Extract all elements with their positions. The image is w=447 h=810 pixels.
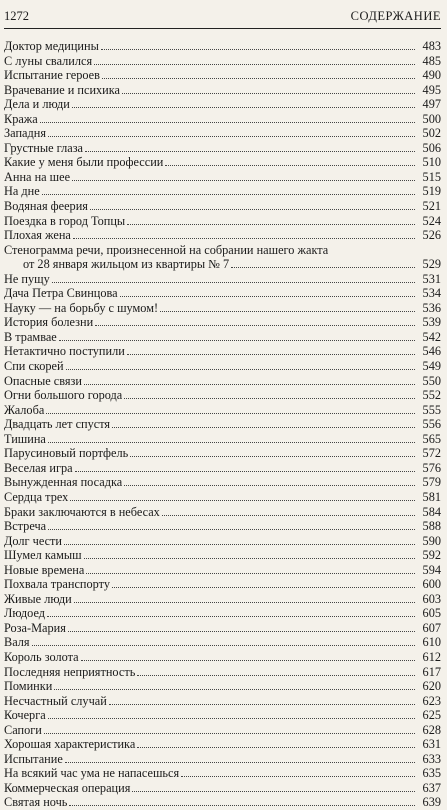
- leader-dots: [48, 136, 415, 137]
- toc-entry: [4, 592, 441, 607]
- toc-entry: [4, 417, 441, 432]
- toc-entry-page: 635: [422, 766, 441, 781]
- toc-entry: [4, 286, 441, 301]
- toc-entry-title: На дне: [4, 184, 40, 199]
- leader-dots: [90, 209, 415, 210]
- toc-entry-title: Парусиновый портфель: [4, 446, 129, 461]
- leader-dots: [165, 165, 415, 166]
- toc-entry: [4, 505, 441, 520]
- leader-dots: [74, 602, 415, 603]
- toc-entry-title: Роза-Мария: [4, 620, 66, 635]
- leader-dots: [32, 645, 415, 646]
- leader-dots: [127, 224, 415, 225]
- toc-entry-page: 588: [422, 519, 441, 534]
- toc-entry-title: Жалоба: [4, 402, 45, 417]
- toc-entry: [4, 374, 441, 389]
- toc-entry-title: На всякий час ума не напасешься: [4, 766, 180, 781]
- toc-entry-title: Двадцать лет спустя: [4, 417, 111, 432]
- toc-entry-title: Нетактично поступили: [4, 344, 125, 359]
- toc-entry: [4, 752, 441, 767]
- toc-group-2: [4, 272, 441, 810]
- leader-dots: [84, 558, 415, 559]
- toc-entry-page: 600: [422, 577, 441, 592]
- leader-dots: [124, 485, 415, 486]
- toc-entry-title: В трамвае: [4, 329, 57, 344]
- leader-dots: [130, 456, 415, 457]
- toc-entry-title: Хорошая характеристика: [4, 737, 136, 752]
- toc-entry-page: 617: [422, 664, 441, 679]
- toc-entry-page: 581: [422, 489, 441, 504]
- leader-dots: [102, 78, 415, 79]
- toc-entry-title: Людоед: [4, 606, 46, 621]
- toc-entry-page: 579: [422, 475, 441, 490]
- toc-entry-title: Веселая игра: [4, 460, 73, 475]
- toc-entry-page: 515: [422, 169, 441, 184]
- toc-entry: [4, 68, 441, 83]
- toc-entry: [4, 461, 441, 476]
- leader-dots: [46, 413, 415, 414]
- toc-entry-title: Коммерческая операция: [4, 780, 131, 795]
- toc-entry-title: Испытание: [4, 751, 63, 766]
- toc-entry: [4, 490, 441, 505]
- toc-entry-page: 510: [422, 155, 441, 170]
- toc-entry-page: 603: [422, 591, 441, 606]
- toc-entry: [4, 606, 441, 621]
- toc-entry: [4, 432, 441, 447]
- toc-entry-title: Сапоги: [4, 722, 42, 737]
- toc-entry-page: 605: [422, 606, 441, 621]
- leader-dots: [40, 122, 415, 123]
- leader-dots: [112, 427, 415, 428]
- leader-dots: [120, 296, 415, 297]
- toc-entry-page: 555: [422, 402, 441, 417]
- toc-entry: [4, 621, 441, 636]
- leader-dots: [94, 64, 415, 65]
- toc-entry-page: 556: [422, 417, 441, 432]
- leader-dots: [127, 354, 415, 355]
- toc-entry-title: Вынужденная посадка: [4, 475, 123, 490]
- leader-dots: [54, 689, 415, 690]
- toc-entry-title: Дача Петра Свинцова: [4, 286, 118, 301]
- toc-entry-page: 612: [422, 649, 441, 664]
- toc-entry-title: Король золота: [4, 649, 79, 664]
- toc-entry-title: Науку — на борьбу с шумом!: [4, 300, 159, 315]
- toc-entry-title: Спи скорей: [4, 359, 64, 374]
- toc-entry-page: 490: [422, 68, 441, 83]
- toc-entry: [4, 141, 441, 156]
- leader-dots: [69, 805, 415, 806]
- toc-entry: [4, 723, 441, 738]
- toc-entry: [4, 228, 441, 243]
- toc-entry-title: Поминки: [4, 679, 53, 694]
- toc-entry-page: 633: [422, 751, 441, 766]
- toc-entry-title: Кочерга: [4, 708, 46, 723]
- toc-entry: [4, 39, 441, 54]
- leader-dots: [137, 747, 415, 748]
- toc-entry: [4, 665, 441, 680]
- toc-entry-title: Новые времена: [4, 562, 85, 577]
- toc-entry-title: Шумел камыш: [4, 548, 82, 563]
- toc-entry-title: История болезни: [4, 315, 94, 330]
- toc-entry: [4, 184, 441, 199]
- toc-entry-page: 495: [422, 82, 441, 97]
- leader-dots: [231, 267, 415, 268]
- toc-entry-title: Огни большого города: [4, 388, 123, 403]
- toc-entry-page: 552: [422, 388, 441, 403]
- toc-entry-title: Долг чести: [4, 533, 62, 548]
- leader-dots: [122, 93, 415, 94]
- toc-entry-title: Опасные связи: [4, 373, 82, 388]
- toc-entry-page: 625: [422, 708, 441, 723]
- toc-entry: [4, 301, 441, 316]
- leader-dots: [52, 282, 415, 283]
- leader-dots: [73, 238, 415, 239]
- leader-dots: [86, 573, 415, 574]
- toc-entry-page: 584: [422, 504, 441, 519]
- toc-entry: [4, 548, 441, 563]
- toc-entry-title: Анна на шее: [4, 169, 71, 184]
- toc-entry: [4, 679, 441, 694]
- toc-entry-title: Тишина: [4, 431, 46, 446]
- toc-entry-title: Похвала транспорту: [4, 577, 110, 592]
- toc-entry-title: Не пущу: [4, 271, 50, 286]
- toc-entry-page: 542: [422, 329, 441, 344]
- toc-entry-title: Кража: [4, 111, 38, 126]
- toc-entry: [4, 737, 441, 752]
- toc-entry-long: [4, 243, 441, 258]
- toc-entry-title: Плохая жена: [4, 228, 71, 243]
- toc-entry: [4, 83, 441, 98]
- toc-entry-title-line1: Стенограмма речи, произнесенной на собрании нашего жакта: [4, 242, 329, 257]
- toc-entry: [4, 214, 441, 229]
- toc-entry-page: 526: [422, 228, 441, 243]
- page-number: 1272: [4, 9, 29, 23]
- toc-entry-title: Доктор медицины: [4, 39, 99, 53]
- leader-dots: [68, 631, 415, 632]
- toc-entry: [4, 650, 441, 665]
- toc-entry: [4, 795, 441, 810]
- toc-entry: [4, 359, 441, 374]
- leader-dots: [48, 442, 415, 443]
- toc-entry: [4, 635, 441, 650]
- toc-entry-title: Дела и люди: [4, 97, 70, 112]
- leader-dots: [181, 776, 415, 777]
- leader-dots: [64, 544, 415, 545]
- toc-group-1: [4, 39, 441, 243]
- toc-entry-title: Сердца трех: [4, 489, 69, 504]
- leader-dots: [124, 398, 415, 399]
- leader-dots: [72, 180, 415, 181]
- leader-dots: [42, 194, 415, 195]
- toc-entry-page: 590: [422, 533, 441, 548]
- toc-entry-title: Поездка в город Топцы: [4, 213, 126, 228]
- toc-entry: [4, 577, 441, 592]
- toc-entry-title: Святая ночь: [4, 795, 68, 810]
- toc-entry: [4, 315, 441, 330]
- toc-entry-page: 502: [422, 126, 441, 141]
- toc-entry-title: Западня: [4, 126, 46, 141]
- toc-entry-page: 497: [422, 97, 441, 112]
- toc-entry: [4, 475, 441, 490]
- toc-entry: [4, 344, 441, 359]
- toc-entry-page: 506: [422, 140, 441, 155]
- leader-dots: [48, 718, 415, 719]
- toc-entry-page: 631: [422, 737, 441, 752]
- toc-entry-page: 620: [422, 679, 441, 694]
- leader-dots: [109, 704, 415, 705]
- toc-entry-page: 637: [422, 780, 441, 795]
- leader-dots: [162, 515, 415, 516]
- toc-entry-page: 546: [422, 344, 441, 359]
- leader-dots: [95, 325, 415, 326]
- leader-dots: [112, 587, 415, 588]
- toc-entry-title: Какие у меня были профессии: [4, 155, 164, 170]
- toc-entry-title: Браки заключаются в небесах: [4, 504, 160, 519]
- toc-entry: [4, 694, 441, 709]
- toc-entry-title: Валя: [4, 635, 30, 650]
- toc-entry-page: 594: [422, 562, 441, 577]
- toc-entry-long-continued: [4, 257, 441, 272]
- toc-entry-title: Встреча: [4, 519, 47, 534]
- toc-entry-page: 539: [422, 315, 441, 330]
- toc-entry-page: 485: [422, 53, 441, 68]
- leader-dots: [70, 500, 415, 501]
- toc-entry: [4, 403, 441, 418]
- leader-dots: [44, 733, 415, 734]
- toc-entry-page: 483: [422, 39, 441, 53]
- leader-dots: [72, 107, 415, 108]
- toc-entry: [4, 97, 441, 112]
- leader-dots: [85, 151, 415, 152]
- toc-entry: [4, 766, 441, 781]
- leader-dots: [66, 369, 415, 370]
- toc-entry: [4, 388, 441, 403]
- leader-dots: [65, 762, 415, 763]
- toc-entry-page: 529: [422, 257, 441, 272]
- toc-entry: [4, 519, 441, 534]
- toc-entry: [4, 446, 441, 461]
- toc-entry-page: 521: [422, 199, 441, 214]
- leader-dots: [160, 311, 415, 312]
- running-header: [4, 6, 441, 29]
- toc-entry: [4, 708, 441, 723]
- toc-entry-title: Несчастный случай: [4, 693, 107, 708]
- leader-dots: [59, 340, 415, 341]
- toc-entry-page: 500: [422, 111, 441, 126]
- toc-entry-page: 536: [422, 300, 441, 315]
- toc-entry-title: С луны свалился: [4, 53, 93, 68]
- leader-dots: [137, 675, 415, 676]
- leader-dots: [47, 616, 415, 617]
- toc-entry-page: 572: [422, 446, 441, 461]
- toc-entry: [4, 534, 441, 549]
- leader-dots: [132, 791, 415, 792]
- section-title: СОДЕРЖАНИЕ: [350, 9, 441, 23]
- toc-entry: [4, 170, 441, 185]
- toc-entry-page: 592: [422, 548, 441, 563]
- toc-entry: [4, 199, 441, 214]
- leader-dots: [75, 471, 415, 472]
- toc-entry: [4, 563, 441, 578]
- table-of-contents: [4, 39, 441, 810]
- toc-entry: [4, 54, 441, 69]
- toc-entry: [4, 155, 441, 170]
- toc-entry: [4, 781, 441, 796]
- toc-entry-page: 550: [422, 373, 441, 388]
- toc-entry-title: Последняя неприятность: [4, 664, 136, 679]
- toc-entry-title: Испытание героев: [4, 68, 100, 83]
- toc-entry-title: Врачевание и психика: [4, 82, 121, 97]
- toc-entry-page: 519: [422, 184, 441, 199]
- leader-dots: [81, 660, 415, 661]
- toc-entry: [4, 272, 441, 287]
- toc-entry-page: 623: [422, 693, 441, 708]
- toc-entry-page: 639: [422, 795, 441, 810]
- toc-entry-page: 628: [422, 722, 441, 737]
- toc-entry-page: 610: [422, 635, 441, 650]
- toc-entry-title: Живые люди: [4, 591, 72, 606]
- leader-dots: [48, 529, 415, 530]
- toc-entry: [4, 126, 441, 141]
- toc-entry-page: 565: [422, 431, 441, 446]
- toc-entry-page: 549: [422, 359, 441, 374]
- toc-entry: [4, 112, 441, 127]
- toc-entry-page: 576: [422, 460, 441, 475]
- toc-entry-title: Водяная феерия: [4, 199, 88, 214]
- leader-dots: [101, 49, 415, 50]
- toc-entry: [4, 330, 441, 345]
- toc-entry-page: 534: [422, 286, 441, 301]
- toc-entry-page: 524: [422, 213, 441, 228]
- toc-entry-page: 607: [422, 620, 441, 635]
- toc-entry-title-line2: от 28 января жильцом из квартиры № 7: [23, 257, 230, 272]
- toc-entry-title: Грустные глаза: [4, 140, 84, 155]
- toc-entry-page: 531: [422, 271, 441, 286]
- leader-dots: [84, 384, 415, 385]
